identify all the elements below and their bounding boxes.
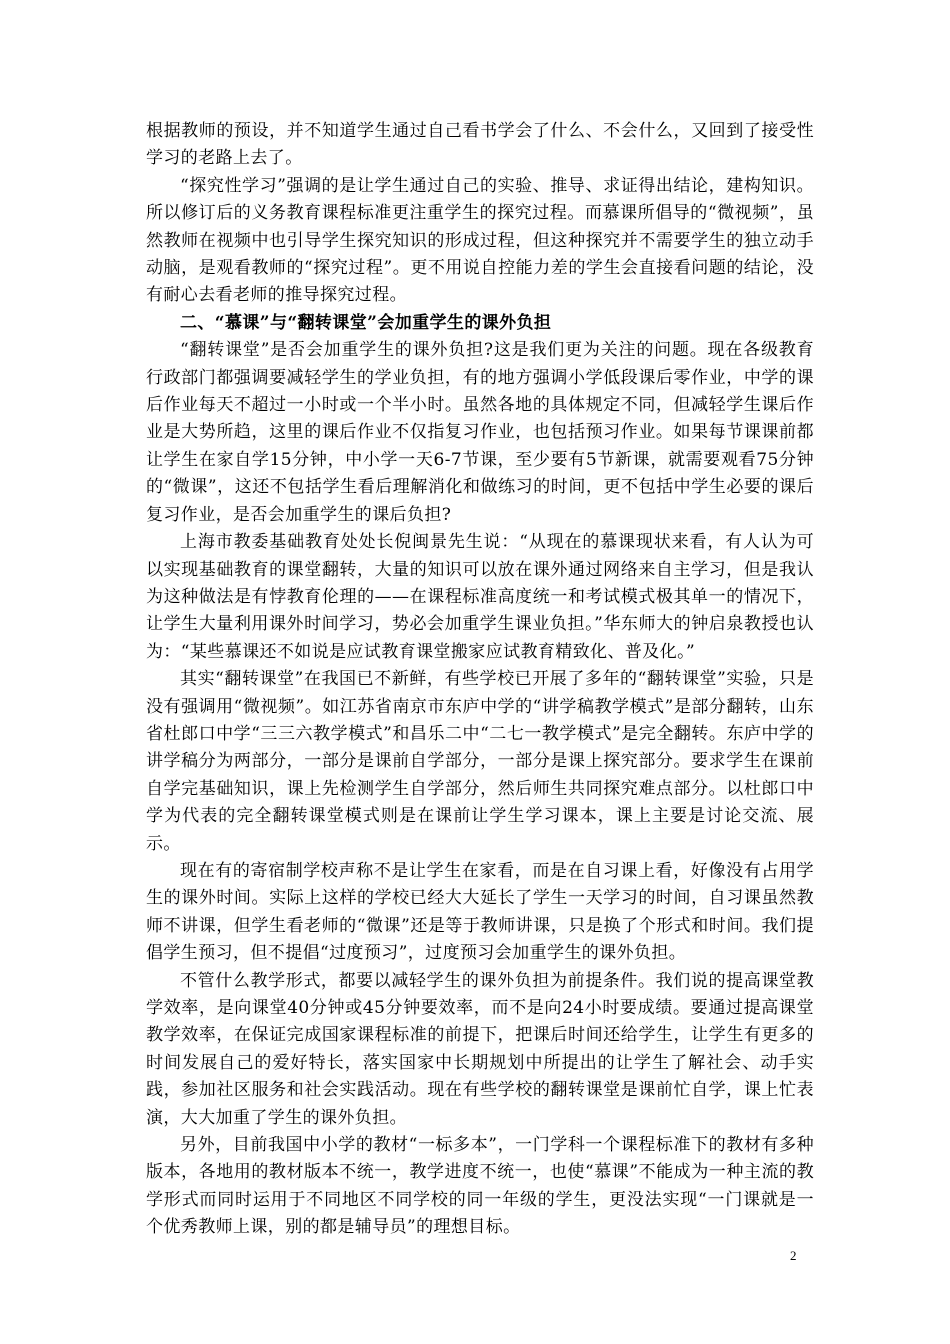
paragraph-continued: 根据教师的预设，并不知道学生通过自己看书学会了什么、不会什么，又回到了接受性学习的老路上去了。 bbox=[146, 121, 814, 169]
page-number: 2 bbox=[790, 1248, 797, 1263]
paragraph-reduce-burden: 不管什么教学形式，都要以减轻学生的课外负担为前提条件。我们说的提高课堂教学效率，是向课堂40分钟或45分钟要效率，而不是向24小时要成绩。要通过提高课堂教学效率，在保证完成国家课程标准的前提下，把课后时间还给学生，让学生有更多的时间发展自己的爱好特长，落实国家中长期规划中所提出的让学生了解社会、动手实践，参加社区服务和社会实践活动。现在有些学校的翻转课堂是课前忙自学，课上忙表演，大大加重了学生的课外负担。 bbox=[146, 970, 814, 1128]
paragraph-boarding-schools: 现在有的寄宿制学校声称不是让学生在家看，而是在自习课上看，好像没有占用学生的课外时间。实际上这样的学校已经大大延长了学生一天学习的时间，自习课虽然教师不讲课，但学生看老师的“微课”还是等于教师讲课，只是换了个形式和时间。我们提倡学生预习，但不提倡“过度预习”，过度预习会加重学生的课外负担。 bbox=[146, 860, 814, 964]
paragraph-burden-question: “翻转课堂”是否会加重学生的课外负担?这是我们更为关注的问题。现在各级教育行政部门都强调要减轻学生的学业负担，有的地方强调小学低段课后零作业，中学的课后作业每天不超过一小时或一个半小时。虽然各地的具体规定不同，但减轻学生课后作业是大势所趋，这里的课后作业不仅指复习作业，也包括预习作业。如果每节课课前都让学生在家自学15分钟，中小学一天6-7节课，至少要有5节新课，就需要观看75分钟的“微课”，这还不包括学生看后理解消化和做练习的时间，更不包括中学生必要的课后复习作业，是否会加重学生的课后负担? bbox=[146, 340, 814, 525]
paragraph-flipped-history: 其实“翻转课堂”在我国已不新鲜，有些学校已开展了多年的“翻转课堂”实验，只是没有强调用“微视频”。如江苏省南京市东庐中学的“讲学稿教学模式”是部分翻转，山东省杜郎口中学“三三六教学模式”和昌乐二中“二七一教学模式”是完全翻转。东庐中学的讲学稿分为两部分，一部分是课前自学部分，一部分是课上探究部分。要求学生在课前自学完基础知识，课上先检测学生自学部分，然后师生共同探究难点部分。以杜郎口中学为代表的完全翻转课堂模式则是在课前让学生学习课本，课上主要是讨论交流、展示。 bbox=[146, 669, 814, 854]
page-body bbox=[146, 118, 814, 1242]
paragraph-inquiry-learning: “探究性学习”强调的是让学生通过自己的实验、推导、求证得出结论，建构知识。所以修订后的义务教育课程标准更注重学生的探究过程。而慕课所倡导的“微视频”，虽然教师在视频中也引导学生探究知识的形成过程，但这种探究并不需要学生的独立动手动脑，是观看教师的“探究过程”。更不用说自控能力差的学生会直接看问题的结论，没有耐心去看老师的推导探究过程。 bbox=[146, 175, 814, 306]
paragraph-shanghai-quote: 上海市教委基础教育处处长倪闽景先生说：“从现在的慕课现状来看，有人认为可以实现基础教育的课堂翻转，大量的知识可以放在课外通过网络来自主学习，但是我认为这种做法是有悖教育伦理的——在课程标准高度统一和考试模式极其单一的情况下，让学生大量利用课外时间学习，势必会加重学生课业负担。”华东师大的钟启泉教授也认为：“某些慕课还不如说是应试教育课堂搬家应试教育精致化、普及化。” bbox=[146, 532, 814, 662]
paragraph-textbooks: 另外，目前我国中小学的教材“一标多本”，一门学科一个课程标准下的教材有多种版本，各地用的教材版本不统一，教学进度不统一，也使“慕课”不能成为一种主流的教学形式而同时运用于不同地区不同学校的同一年级的学生，更没法实现“一门课就是一个优秀教师上课，别的都是辅导员”的理想目标。 bbox=[146, 1135, 814, 1238]
section-heading: 二、“慕课”与“翻转课堂”会加重学生的课外负担 bbox=[180, 312, 552, 333]
